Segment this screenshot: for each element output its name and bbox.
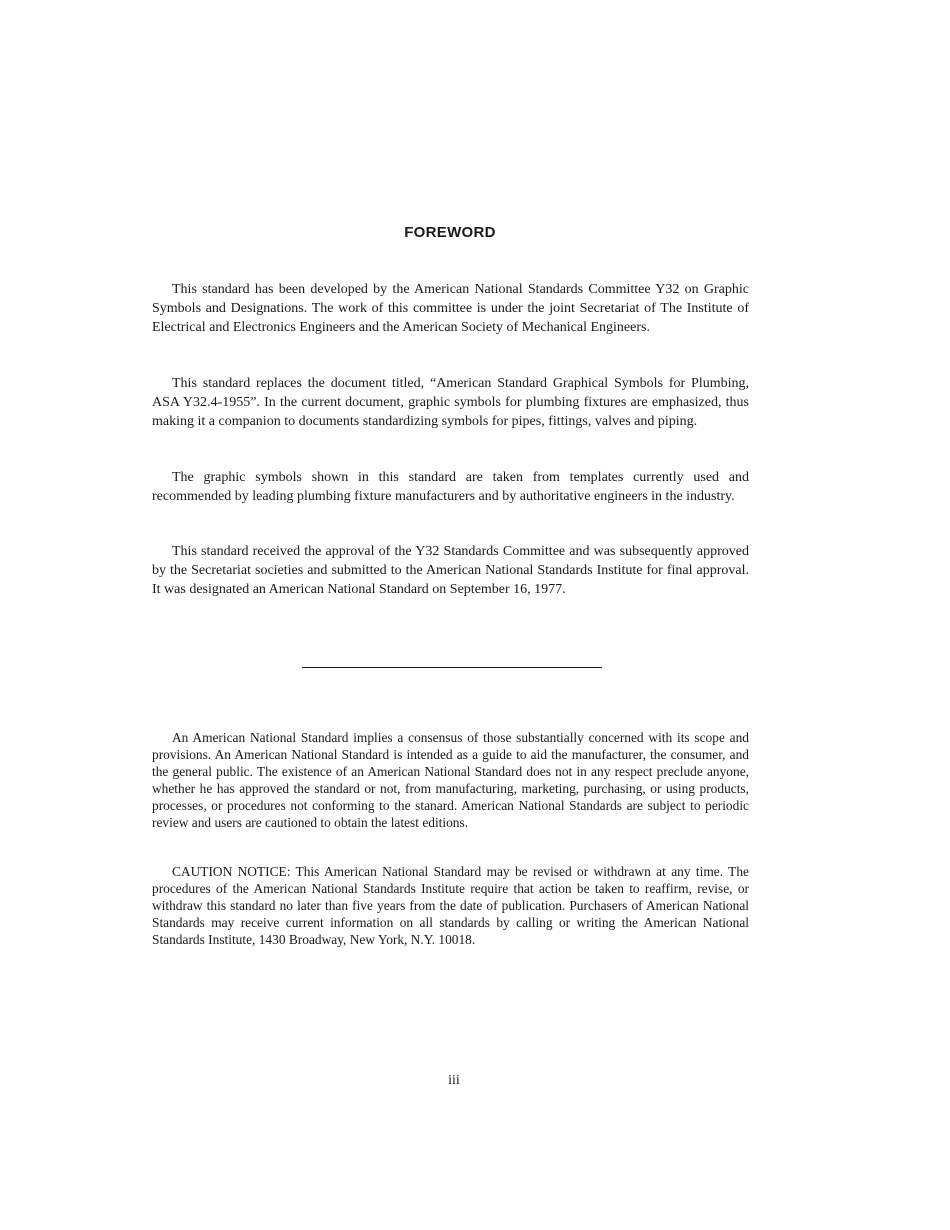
notice-paragraph: An American National Standard implies a consensus of those substantially concerned with its scope and provisions. An American National Standard is intended as a guide to aid the manufacturer, the consumer, and the general public. The existence of an American National Standard does not in any respect preclude anyone, whether he has approved the standard or not, from manufacturing, marketing, purchasing, or using products, processes, or procedures not conforming to the stanard. American National Standards are subject to periodic review and users are cautioned to obtain the latest editions. — [152, 730, 749, 830]
foreword-paragraph-4-block — [152, 543, 749, 599]
foreword-paragraph-2-block — [152, 375, 749, 431]
notice-paragraph-2-block — [152, 864, 749, 949]
foreword-paragraph: This standard has been developed by the American National Standards Committee Y32 on Graphic Symbols and Designations. The work of this committee is under the joint Secretariat of The Institute of Electrical and Electronics Engineers and the American Society of Mechanical Engineers. — [152, 282, 749, 335]
foreword-paragraph: This standard received the approval of the Y32 Standards Committee and was subsequently approved by the Secretariat societies and submitted to the American National Standards Institute for final approval. It was designated an American National Standard on September 16, 1977. — [152, 544, 749, 597]
notice-paragraph-1-block — [152, 730, 749, 831]
caution-notice-paragraph: CAUTION NOTICE: This American National Standard may be revised or withdrawn at any time. The procedures of the American National Standards Institute require that action be taken to reaffirm, revise, or withdraw this standard no later than five years from the date of publication. Purchasers of American National Standards may receive current information on all standards by calling or writing the American National Standards Institute, 1430 Broadway, New York, N.Y. 10018. — [152, 864, 749, 947]
foreword-paragraph: The graphic symbols shown in this standard are taken from templates currently used and recommended by leading plumbing fixture manufacturers and by authoritative engineers in the industry. — [152, 470, 749, 504]
section-divider — [302, 667, 602, 668]
page-number: iii — [448, 1073, 460, 1088]
foreword-paragraph: This standard replaces the document titled, “American Standard Graphical Symbols for Plumbing, ASA Y32.4-1955”. In the current document, graphic symbols for plumbing fixtures are emphasized, thus making it a companion to documents standardizing symbols for pipes, fittings, valves and piping. — [152, 376, 749, 429]
foreword-paragraph-3-block — [152, 469, 749, 507]
page-title: FOREWORD — [404, 224, 496, 241]
foreword-paragraph-1-block — [152, 281, 749, 337]
